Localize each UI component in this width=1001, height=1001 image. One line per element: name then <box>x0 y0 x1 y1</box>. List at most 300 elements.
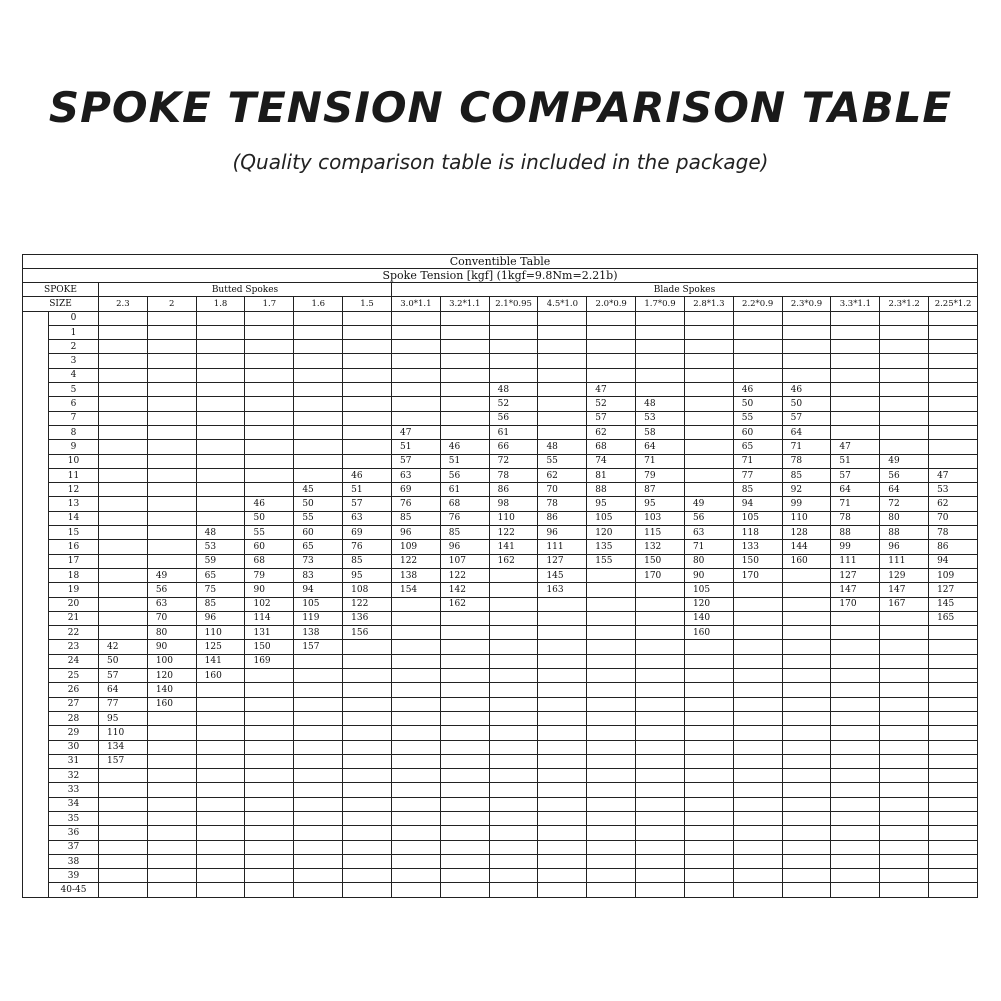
tension-cell: 78 <box>538 497 587 511</box>
tension-cell: 96 <box>538 526 587 540</box>
tension-cell <box>245 797 294 811</box>
tension-cell <box>880 440 929 454</box>
tension-cell: 160 <box>684 626 733 640</box>
tension-cell <box>538 669 587 683</box>
tension-cell <box>782 325 831 339</box>
tension-cell <box>587 311 636 325</box>
tension-cell <box>831 811 880 825</box>
tension-cell <box>538 883 587 897</box>
tension-cell: 147 <box>831 583 880 597</box>
table-row <box>23 869 978 883</box>
tension-cell: 56 <box>489 411 538 425</box>
tension-cell <box>391 854 440 868</box>
tension-cell: 85 <box>782 468 831 482</box>
tension-cell <box>440 683 489 697</box>
tension-cell <box>294 854 343 868</box>
tension-cell <box>294 869 343 883</box>
tension-cell <box>391 783 440 797</box>
tension-cell <box>489 783 538 797</box>
tension-cell: 170 <box>831 597 880 611</box>
tension-cell <box>880 654 929 668</box>
tension-cell <box>733 683 782 697</box>
tension-cell <box>929 711 978 725</box>
tension-cell <box>538 340 587 354</box>
reading-cell: 33 <box>49 783 99 797</box>
tension-cell <box>929 425 978 439</box>
tension-cell <box>636 697 685 711</box>
tension-cell <box>489 568 538 582</box>
tension-cell <box>343 425 392 439</box>
tension-cell <box>343 640 392 654</box>
tension-cell <box>782 769 831 783</box>
tension-cell <box>782 711 831 725</box>
tension-cell <box>636 740 685 754</box>
table-row <box>23 440 978 454</box>
tension-cell <box>782 340 831 354</box>
reading-cell: 34 <box>49 797 99 811</box>
tension-cell: 78 <box>782 454 831 468</box>
tension-cell: 150 <box>636 554 685 568</box>
tension-cell: 64 <box>782 425 831 439</box>
tension-cell <box>538 740 587 754</box>
tension-cell: 69 <box>343 526 392 540</box>
size-header-cell: 1.7*0.9 <box>636 297 685 311</box>
tension-cell <box>343 697 392 711</box>
tension-cell <box>196 869 245 883</box>
tension-cell <box>294 425 343 439</box>
tension-cell <box>245 397 294 411</box>
size-header-cell: 2.2*0.9 <box>733 297 782 311</box>
tension-cell: 157 <box>294 640 343 654</box>
tension-cell: 51 <box>343 483 392 497</box>
tension-cell <box>831 425 880 439</box>
tension-cell <box>782 726 831 740</box>
tension-cell <box>196 497 245 511</box>
tension-cell <box>391 754 440 768</box>
tension-cell <box>782 840 831 854</box>
reading-cell: 14 <box>49 511 99 525</box>
tension-cell <box>733 811 782 825</box>
tension-cell <box>196 854 245 868</box>
tension-cell <box>294 454 343 468</box>
tension-cell <box>831 397 880 411</box>
tension-cell: 78 <box>831 511 880 525</box>
tension-cell <box>391 411 440 425</box>
tension-cell <box>636 783 685 797</box>
tension-cell <box>636 583 685 597</box>
tension-cell: 111 <box>538 540 587 554</box>
tension-cell: 50 <box>294 497 343 511</box>
table-row <box>23 854 978 868</box>
tension-cell <box>880 640 929 654</box>
tension-cell <box>440 869 489 883</box>
tension-cell: 48 <box>538 440 587 454</box>
tension-cell <box>831 797 880 811</box>
tension-cell: 80 <box>684 554 733 568</box>
tension-cell: 131 <box>245 626 294 640</box>
tension-cell: 138 <box>294 626 343 640</box>
tension-cell <box>147 311 196 325</box>
tension-cell <box>929 440 978 454</box>
tension-cell <box>489 883 538 897</box>
tension-cell <box>733 583 782 597</box>
reading-cell: 40-45 <box>49 883 99 897</box>
tension-cell <box>929 669 978 683</box>
tension-cell: 170 <box>733 568 782 582</box>
tension-cell <box>196 783 245 797</box>
tension-cell <box>440 311 489 325</box>
tension-cell <box>391 740 440 754</box>
tension-cell <box>294 411 343 425</box>
tension-cell <box>636 611 685 625</box>
tension-cell <box>538 411 587 425</box>
tension-cell <box>684 754 733 768</box>
tension-cell: 155 <box>587 554 636 568</box>
tension-cell <box>587 826 636 840</box>
tension-cell <box>343 669 392 683</box>
tension-cell: 109 <box>391 540 440 554</box>
tension-cell: 99 <box>831 540 880 554</box>
tension-cell <box>636 869 685 883</box>
tension-cell <box>245 468 294 482</box>
tension-cell <box>831 368 880 382</box>
spoke-label: SPOKE <box>23 283 99 297</box>
tension-cell: 56 <box>147 583 196 597</box>
tension-cell: 100 <box>147 654 196 668</box>
tension-cell <box>831 654 880 668</box>
tension-cell <box>733 840 782 854</box>
table-row <box>23 340 978 354</box>
tension-cell <box>636 754 685 768</box>
tension-cell <box>929 811 978 825</box>
tension-cell: 75 <box>196 583 245 597</box>
page-title: SPOKE TENSION COMPARISON TABLE <box>48 83 953 132</box>
tension-cell: 105 <box>587 511 636 525</box>
tension-cell <box>880 811 929 825</box>
table-row <box>23 640 978 654</box>
tension-cell <box>684 311 733 325</box>
tension-cell <box>489 626 538 640</box>
tension-cell: 78 <box>489 468 538 482</box>
reading-cell: 1 <box>49 325 99 339</box>
tension-cell: 51 <box>831 454 880 468</box>
tension-cell: 71 <box>733 454 782 468</box>
tension-cell <box>489 869 538 883</box>
tension-cell <box>733 740 782 754</box>
tension-cell <box>782 368 831 382</box>
tension-cell <box>391 769 440 783</box>
tension-cell <box>147 354 196 368</box>
tension-cell <box>684 740 733 754</box>
tension-cell <box>245 669 294 683</box>
tension-cell <box>929 354 978 368</box>
tension-cell: 99 <box>782 497 831 511</box>
tension-cell <box>587 711 636 725</box>
tension-cell: 66 <box>489 440 538 454</box>
tension-cell <box>196 840 245 854</box>
tension-cell: 56 <box>880 468 929 482</box>
tension-cell <box>831 683 880 697</box>
tension-cell: 160 <box>196 669 245 683</box>
tension-cell: 162 <box>489 554 538 568</box>
tension-cell: 169 <box>245 654 294 668</box>
size-header-cell: 1.5 <box>343 297 392 311</box>
tension-cell <box>196 483 245 497</box>
tension-cell <box>99 511 148 525</box>
tension-cell <box>294 311 343 325</box>
tension-cell <box>391 811 440 825</box>
tension-cell <box>587 883 636 897</box>
tension-cell <box>538 854 587 868</box>
tension-cell <box>99 583 148 597</box>
tension-cell <box>831 340 880 354</box>
tension-cell <box>538 754 587 768</box>
tension-cell <box>831 754 880 768</box>
tension-cell <box>733 354 782 368</box>
tension-cell <box>636 640 685 654</box>
tension-cell <box>245 340 294 354</box>
tension-cell <box>99 497 148 511</box>
tension-cell <box>343 368 392 382</box>
tension-cell <box>831 611 880 625</box>
tension-cell <box>147 554 196 568</box>
tension-cell <box>147 511 196 525</box>
tension-cell: 45 <box>294 483 343 497</box>
table-row <box>23 611 978 625</box>
tension-cell <box>684 397 733 411</box>
tension-cell: 120 <box>147 669 196 683</box>
tension-cell: 73 <box>294 554 343 568</box>
tension-cell <box>636 811 685 825</box>
tension-cell <box>684 325 733 339</box>
tension-cell: 72 <box>880 497 929 511</box>
tension-cell <box>636 654 685 668</box>
tension-cell: 90 <box>245 583 294 597</box>
tension-cell <box>684 697 733 711</box>
tension-cell: 51 <box>391 440 440 454</box>
caption-row-2 <box>23 269 978 283</box>
tension-cell <box>684 826 733 840</box>
table-row <box>23 511 978 525</box>
tension-cell <box>343 683 392 697</box>
tension-cell <box>245 411 294 425</box>
tension-cell <box>929 454 978 468</box>
tension-cell <box>294 797 343 811</box>
tension-cell <box>99 311 148 325</box>
tension-cell <box>343 411 392 425</box>
reading-cell: 38 <box>49 854 99 868</box>
reading-cell: 21 <box>49 611 99 625</box>
tension-cell <box>440 640 489 654</box>
reading-cell: 23 <box>49 640 99 654</box>
tension-cell: 56 <box>440 468 489 482</box>
tension-cell: 111 <box>831 554 880 568</box>
tension-cell: 94 <box>929 554 978 568</box>
tension-cell <box>196 811 245 825</box>
tension-cell: 50 <box>245 511 294 525</box>
tension-cell <box>294 440 343 454</box>
tension-cell: 71 <box>831 497 880 511</box>
tension-cell <box>489 583 538 597</box>
tension-cell <box>489 311 538 325</box>
table-row <box>23 654 978 668</box>
reading-cell: 0 <box>49 311 99 325</box>
tension-cell: 142 <box>440 583 489 597</box>
tension-cell <box>684 797 733 811</box>
tension-cell <box>636 597 685 611</box>
tension-cell <box>99 440 148 454</box>
tension-cell <box>391 640 440 654</box>
tension-cell <box>880 769 929 783</box>
tension-cell <box>343 711 392 725</box>
tension-cell <box>880 368 929 382</box>
tension-cell: 76 <box>440 511 489 525</box>
tension-cell: 58 <box>636 425 685 439</box>
tension-cell <box>147 783 196 797</box>
tension-cell <box>147 340 196 354</box>
tension-cell <box>440 811 489 825</box>
tension-cell: 57 <box>782 411 831 425</box>
tension-cell <box>489 340 538 354</box>
size-header-cell: 2.3 <box>99 297 148 311</box>
tension-cell <box>294 397 343 411</box>
tension-cell: 48 <box>196 526 245 540</box>
tension-cell <box>880 425 929 439</box>
table-row <box>23 754 978 768</box>
butted-spokes-header: Butted Spokes <box>99 283 392 297</box>
tension-cell: 140 <box>684 611 733 625</box>
tension-cell <box>440 397 489 411</box>
tension-cell: 68 <box>245 554 294 568</box>
tension-cell <box>733 711 782 725</box>
tension-cell <box>782 669 831 683</box>
tension-cell: 47 <box>831 440 880 454</box>
tension-cell <box>538 769 587 783</box>
tension-cell <box>391 826 440 840</box>
table-row <box>23 468 978 482</box>
tension-cell <box>343 354 392 368</box>
tension-cell: 109 <box>929 568 978 582</box>
tension-cell <box>684 340 733 354</box>
tension-cell <box>831 769 880 783</box>
tension-cell <box>489 726 538 740</box>
tension-cell <box>831 626 880 640</box>
tension-cell <box>196 683 245 697</box>
tension-cell <box>880 697 929 711</box>
tension-cell <box>587 640 636 654</box>
tension-cell <box>684 354 733 368</box>
tension-cell <box>196 325 245 339</box>
tension-cell <box>99 869 148 883</box>
tension-cell: 85 <box>196 597 245 611</box>
tension-cell: 133 <box>733 540 782 554</box>
tension-cell <box>733 340 782 354</box>
tension-cell: 122 <box>391 554 440 568</box>
tension-cell <box>684 368 733 382</box>
tension-cell <box>733 325 782 339</box>
tension-cell: 160 <box>147 697 196 711</box>
tension-cell <box>147 454 196 468</box>
tension-cell <box>147 383 196 397</box>
tension-cell <box>245 425 294 439</box>
tension-cell <box>880 869 929 883</box>
reading-cell: 8 <box>49 425 99 439</box>
tension-cell <box>587 583 636 597</box>
tension-cell <box>245 454 294 468</box>
tension-cell <box>391 383 440 397</box>
tension-cell <box>929 368 978 382</box>
tension-cell <box>782 797 831 811</box>
tension-cell: 141 <box>489 540 538 554</box>
tension-cell <box>245 368 294 382</box>
tension-cell <box>831 325 880 339</box>
tension-cell <box>929 340 978 354</box>
tension-cell <box>684 783 733 797</box>
reading-cell: 35 <box>49 811 99 825</box>
tension-cell: 57 <box>587 411 636 425</box>
tension-cell <box>343 783 392 797</box>
tension-cell <box>99 425 148 439</box>
tension-cell: 79 <box>245 568 294 582</box>
tension-cell: 110 <box>782 511 831 525</box>
tension-cell <box>440 826 489 840</box>
tension-cell <box>782 783 831 797</box>
tension-cell: 63 <box>147 597 196 611</box>
tension-cell: 90 <box>147 640 196 654</box>
tension-cell <box>880 683 929 697</box>
tension-cell <box>831 711 880 725</box>
tension-cell <box>343 740 392 754</box>
tension-cell: 79 <box>636 468 685 482</box>
tension-cell <box>294 840 343 854</box>
tension-cell: 50 <box>99 654 148 668</box>
tension-cell: 127 <box>538 554 587 568</box>
tension-cell <box>538 826 587 840</box>
tension-cell <box>196 454 245 468</box>
tension-cell <box>391 597 440 611</box>
tension-cell <box>733 854 782 868</box>
tension-cell <box>929 311 978 325</box>
tension-cell: 145 <box>929 597 978 611</box>
tension-cell: 65 <box>733 440 782 454</box>
tension-cell <box>440 726 489 740</box>
tension-cell <box>245 711 294 725</box>
tension-cell <box>147 711 196 725</box>
tension-cell <box>99 554 148 568</box>
tension-cell <box>929 383 978 397</box>
tension-cell: 127 <box>831 568 880 582</box>
tension-cell <box>294 669 343 683</box>
size-header-cell: 2 <box>147 297 196 311</box>
tension-cell <box>831 740 880 754</box>
tension-cell: 77 <box>733 468 782 482</box>
tension-cell <box>294 683 343 697</box>
reading-cell: 32 <box>49 769 99 783</box>
tension-cell <box>684 811 733 825</box>
table-row <box>23 526 978 540</box>
tension-cell <box>245 740 294 754</box>
tension-cell: 70 <box>929 511 978 525</box>
tension-cell: 48 <box>489 383 538 397</box>
table-row <box>23 568 978 582</box>
reading-cell: 39 <box>49 869 99 883</box>
tension-cell: 88 <box>831 526 880 540</box>
reading-cell: 13 <box>49 497 99 511</box>
tension-cell <box>294 468 343 482</box>
tension-cell: 120 <box>587 526 636 540</box>
tension-cell: 47 <box>391 425 440 439</box>
tension-cell <box>831 411 880 425</box>
